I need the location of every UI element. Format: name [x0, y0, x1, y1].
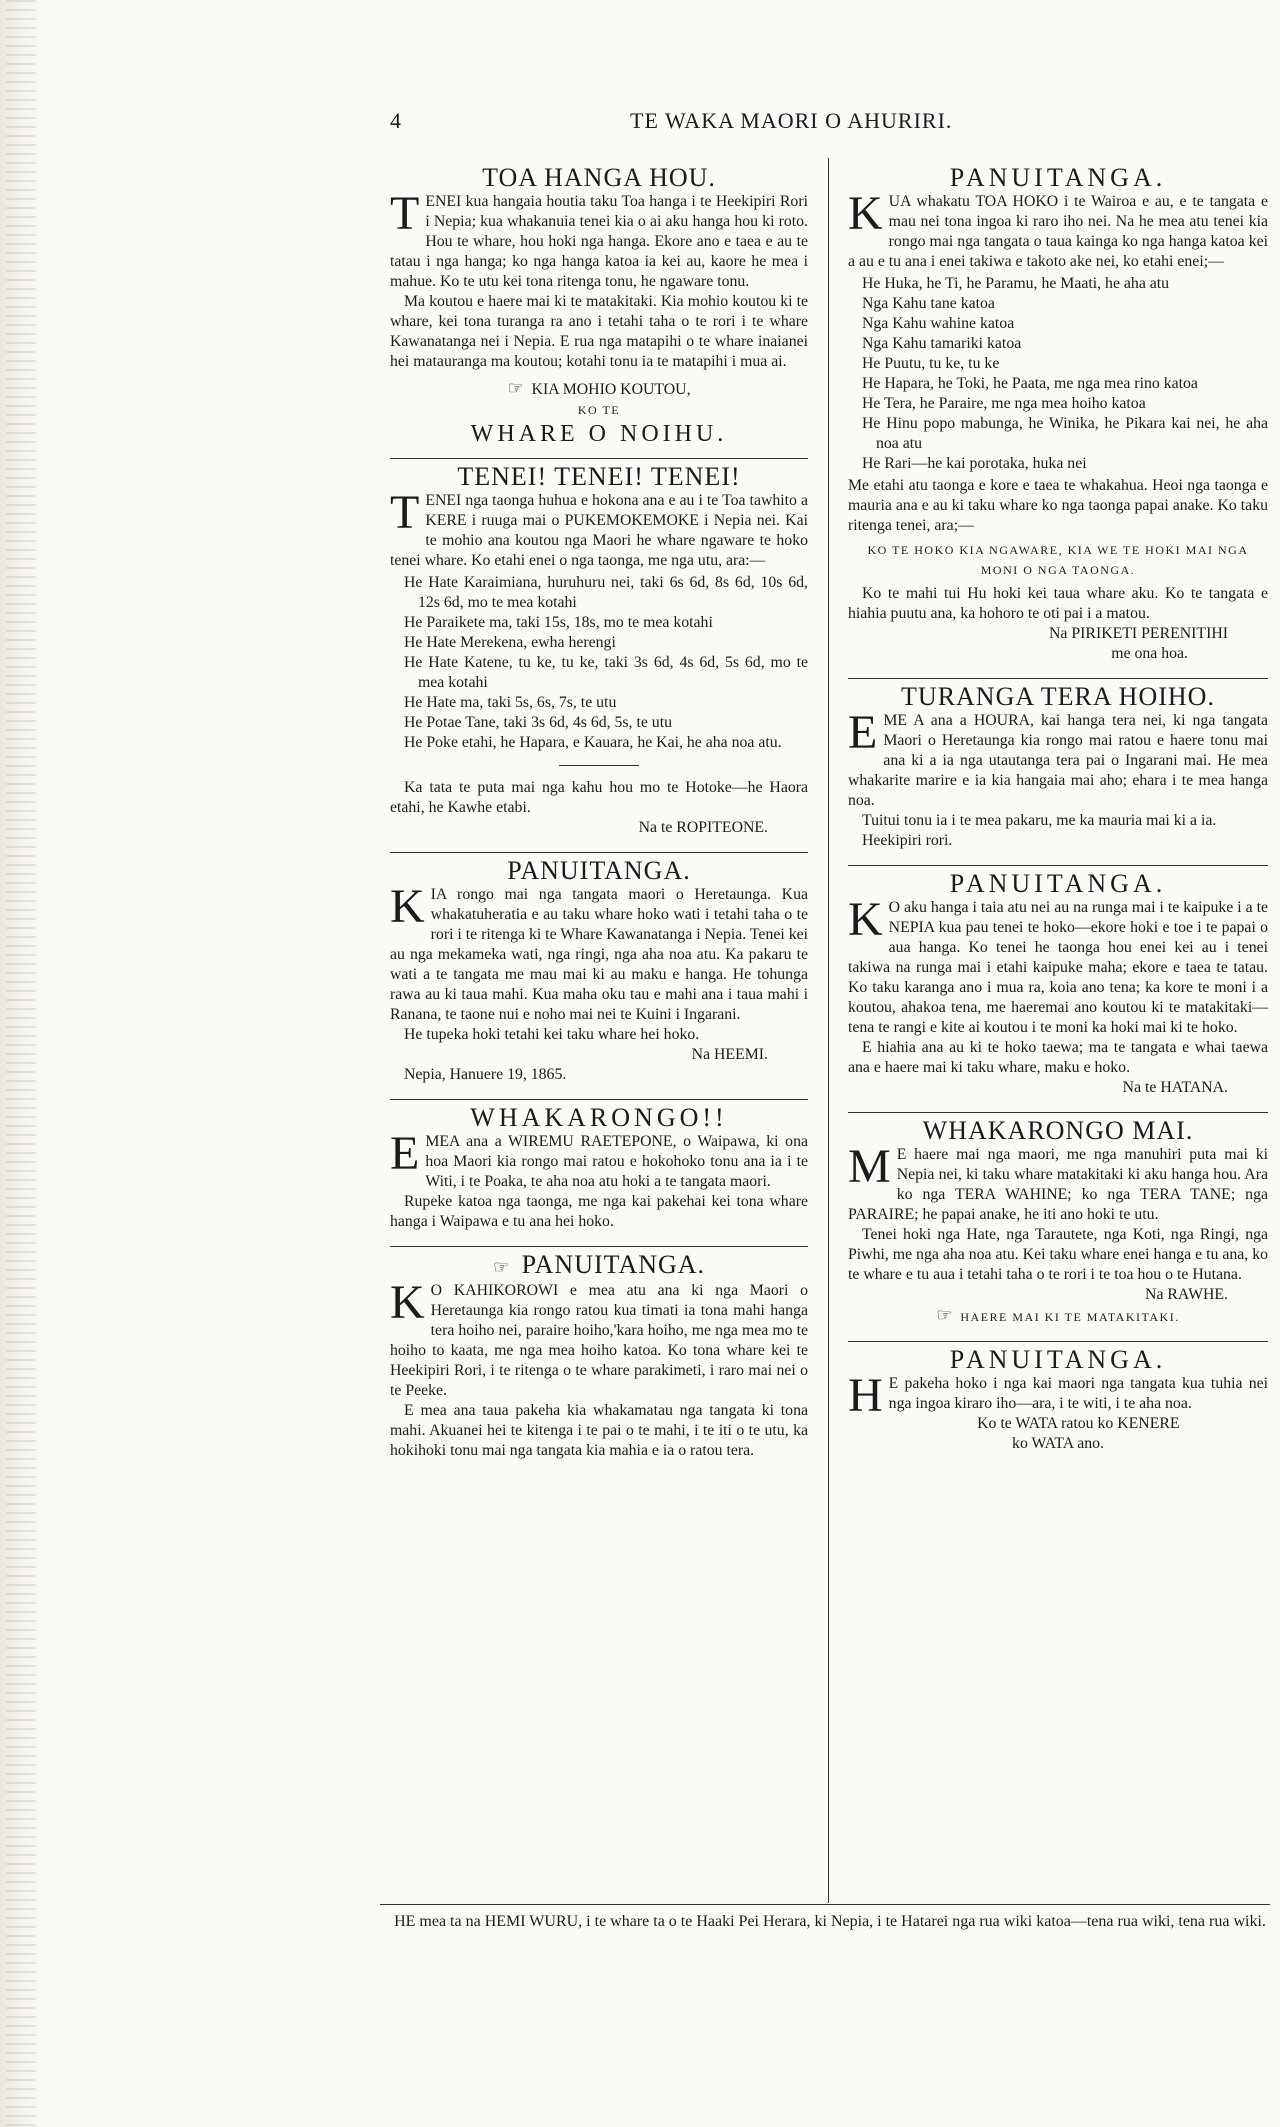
section-rule [848, 1341, 1268, 1342]
notice-text: HAERE MAI KI TE MATAKITAKI. [960, 1310, 1180, 1324]
left-column [390, 160, 808, 1461]
drop-cap: E [390, 1127, 420, 1180]
advert-toa-hanga-hou [390, 163, 808, 447]
price-list [390, 573, 808, 753]
signature: Na PIRIKETI PERENITIHI [1049, 625, 1228, 642]
advert-paragraph: E hiahia ana au ki te hoko taewa; ma te tangata e whai taewa ana e haere mai ki taku whare, maku e hoko. [848, 1039, 1268, 1076]
page-header [380, 108, 1270, 148]
advert-whakarongo [390, 1103, 808, 1232]
advert-tenei [390, 462, 808, 838]
drop-cap: K [848, 187, 883, 240]
advert-title: PANUITANGA. [949, 163, 1167, 192]
advert-paragraph: Ma koutou e haere mai ki te matakitaki. Kia mohio koutou ki te whare, kei tona turanga ra ano i tetahi taha o te rori i te whare Kawanatanga nei i Nepia. E rua nga matapihi o te whare inaianei hei matauranga ma koutou; kotahi tonu ia te matapihi i mua ai. [390, 293, 808, 370]
column-divider [828, 158, 829, 1903]
advert-panuitanga-1 [390, 856, 808, 1085]
advert-turanga-tera [848, 682, 1268, 851]
advert-paragraph: Tuitui tonu ia i te mea pakaru, me ka mauria mai ki a ia. [862, 812, 1217, 829]
advert-paragraph: ME A ana a HOURA, kai hanga tera nei, ki nga tangata Maori o Heretaunga kia rongo mai ratou e haere tonu mai ana ki a ia nga utautanga tera pai o Ingarani mai. He mea whakarite marire e ia kia hangaia mai aho; ehara i te mea hanga noa. [848, 712, 1268, 809]
advert-paragraph: Me etahi atu taonga e kore e taea te whakahua. Heoi nga taonga e mauria ana e au ki taku whare ko nga taonga papai anake. Ko taku ritenga tenei, ara;— [848, 477, 1268, 534]
signature: Na te ROPITEONE. [638, 819, 768, 836]
advert-panuitanga-5 [848, 1345, 1268, 1454]
advert-paragraph: E haere mai nga maori, me nga manuhiri puta mai ki Nepia nei, ki taku whare matakitaki ki aku hanga hou. Ara ko nga TERA WAHINE; ko nga TERA TANE; nga PARAIRE; he papai anake, he iti ano hoki te utu. [848, 1146, 1268, 1223]
advert-title-line [390, 1250, 808, 1279]
pointing-hand-icon: ☞ [492, 1257, 511, 1277]
pointing-hand-icon: ☞ [936, 1305, 953, 1325]
list-item: He Hate Karaimiana, huruhuru nei, taki 6s 6d, 8s 6d, 10s 6d, 12s 6d, mo te mea kotahi [404, 574, 808, 611]
notice-text: KIA MOHIO KOUTOU, [531, 381, 691, 398]
drop-cap: K [390, 880, 425, 933]
advert-title: PANUITANGA. [507, 856, 691, 885]
list-item: Nga Kahu tane katoa [862, 295, 995, 312]
advert-title: PANUITANGA. [949, 1345, 1167, 1374]
advert-title: PANUITANGA. [949, 869, 1167, 898]
whare-title: WHARE O NOIHU. [470, 421, 728, 447]
right-column [848, 160, 1268, 1454]
list-item: He Hate Merekena, ewha herengi [404, 634, 616, 651]
signature: Na RAWHE. [1145, 1286, 1228, 1303]
advert-panuitanga-4 [848, 869, 1268, 1098]
advert-title: PANUITANGA. [521, 1250, 706, 1279]
drop-cap: T [390, 486, 420, 539]
list-item: He Hate ma, taki 5s, 6s, 7s, te utu [404, 694, 617, 711]
advert-title: TENEI! TENEI! TENEI! [457, 462, 741, 491]
list-item: He Tera, he Paraire, me nga mea hoiho katoa [862, 395, 1146, 412]
signature: Heekipiri rori. [862, 832, 953, 849]
pointing-hand-icon: ☞ [507, 378, 524, 398]
section-rule [848, 865, 1268, 866]
advert-title: TOA HANGA HOU. [482, 163, 716, 192]
advert-paragraph: E pakeha hoko i nga kai maori nga tangata kua tuhia nei nga ingoa kiraro iho—ara, i te witi, i te aha noa. [888, 1375, 1268, 1412]
advert-whakarongo-mai [848, 1116, 1268, 1327]
section-rule [390, 852, 808, 853]
list-item: He Poke etahi, he Hapara, e Kauara, he Kai, he aha noa atu. [404, 734, 782, 751]
short-rule [559, 765, 639, 766]
drop-cap: H [848, 1369, 883, 1422]
drop-cap: M [848, 1140, 891, 1193]
signature-sub: me ona hoa. [1111, 645, 1188, 662]
advert-paragraph: Ko te mahi tui Hu hoki kei taua whare aku. Ko te tangata e hiahia puutu ana, ka hohoro te oti pai i a matou. [848, 585, 1268, 622]
advert-panuitanga-2 [390, 1250, 808, 1461]
signature: Na te HATANA. [1122, 1079, 1228, 1096]
advert-paragraph: ENEI nga taonga huhua e hokona ana e au i te Toa tawhito a KERE i ruuga mai o PUKEMOKEMOKE i Nepia nei. Kai te mohio ana koutou nga Maori he whare ngaware te hoko tenei whare. Ko etahi enei o nga taonga, me nga utu, ara:— [390, 492, 808, 569]
list-item: He Rari—he kai porotaka, huka nei [862, 455, 1087, 472]
footer-rule [380, 1904, 1270, 1905]
notice-line [390, 378, 808, 400]
signature-sub: ko WATA ano. [1012, 1435, 1104, 1452]
signature: Na HEEMI. [691, 1046, 768, 1063]
list-item: He Puutu, tu ke, tu ke [862, 355, 1000, 372]
drop-cap: K [390, 1276, 425, 1329]
list-item: He Hinu popo mabunga, he Winika, he Pikara kai nei, he aha noa atu [862, 415, 1268, 452]
section-rule [390, 1246, 808, 1247]
section-rule [848, 1112, 1268, 1113]
section-rule [848, 678, 1268, 679]
list-item: He Paraikete ma, taki 15s, 18s, mo te mea kotahi [404, 614, 713, 631]
list-item: He Hate Katene, tu ke, tu ke, taki 3s 6d, 4s 6d, 5s 6d, mo te mea kotahi [404, 654, 808, 691]
advert-date: Nepia, Hanuere 19, 1865. [404, 1066, 567, 1083]
notice-sub: KO TE [577, 403, 621, 417]
section-rule [390, 458, 808, 459]
advert-paragraph: ENEI kua hangaia houtia taku Toa hanga i te Heekipiri Rori i Nepia; kua whakanuia tenei kia o ai aku hanga hou ki roto. Hou te whare, hou hoki nga hanga. Ekore ano e taea e au te tatau i nga hanga; ko nga hanga katoa ia kei au, kaore he mea i mahue. Ko te utu kei tona ritenga tonu, he ngaware tonu. [390, 193, 808, 290]
advert-paragraph: He tupeka hoki tetahi kei taku whare hei hoko. [404, 1026, 700, 1043]
list-item: He Potae Tane, taki 3s 6d, 4s 6d, 5s, te utu [404, 714, 672, 731]
masthead: TE WAKA MAORI O AHURIRI. [630, 108, 953, 133]
advert-paragraph: MEA ana a WIREMU RAETEPONE, o Waipawa, ki ona hoa Maori kia rongo mai ratou e hokohoko tonu ana ia i te Witi, i te Poaka, te aha noa atu hoki a te tangata maori. [425, 1133, 808, 1190]
drop-cap: K [848, 893, 883, 946]
drop-cap: T [390, 187, 420, 240]
advert-paragraph: Tenei hoki nga Hate, nga Tarautete, nga Koti, nga Ringi, nga Piwhi, me nga aha noa atu. Kei taku whare enei hanga e tu ana, ko te whare e tu aua i tetahi taha o te rori i te toa hou o te Hutana. [848, 1226, 1268, 1283]
notice-text: KO TE HOKO KIA NGAWARE, KIA WE TE HOKI MAI NGA MONI O NGA TAONGA. [867, 543, 1249, 577]
advert-paragraph: O aku hanga i taia atu nei au na runga mai i te kaipuke i a te NEPIA kua pau tenei te hoko—ekore hoki e toe i te papai o aua hanga. Ko tenei he taonga hou enei kei au i tenei takiwa na runga mai i etahi kaipuke maha; ekore e taea te tatau. Ko taku karanga ano i mua ra, koia ano tena; ka kore te moni i a koutou, ahakoa tena, me haeremai ano koutou ki te matakitaki—tena te rangi e kite ai koutou i te moni ka hoki mai ki te hoko. [848, 899, 1268, 1036]
imprint: HE mea ta na HEMI WURU, i te whare ta o te Haaki Pei Herara, ki Nepia, i te Hatarei nga rua wiki katoa—tena rua wiki, tena rua wiki. [394, 1913, 1266, 1930]
advert-paragraph: E mea ana taua pakeha kia whakamatau nga tangata ki tona mahi. Akuanei hei te kitenga i te pai o te mahi, i te iti o te utu, ka hokihoki tonu mai nga tangata kia mahia e ia o ratou tera. [390, 1402, 808, 1459]
list-item: Nga Kahu tamariki katoa [862, 335, 1022, 352]
list-item: He Huka, he Ti, he Paramu, he Maati, he aha atu [862, 275, 1170, 292]
page-number: 4 [390, 108, 401, 133]
notice-line [848, 1305, 1268, 1327]
advert-paragraph: IA rongo mai nga tangata maori o Heretaunga. Kua whakatuheratia e au taku whare hoko wati i tetahi taha o te rori i te ritenga ki te Whare Kawanatanga i Nepia. Tenei kei au nga mekameka wati, nga ringi, nga aha noa atu. Ka pakaru te wati a te tangata me mau mai ki au maku e hanga. He tohunga rawa au ki taua mahi. Kua maha oku tau e mahi ana i taua mahi i Ranana, te taone nui e noho mai nei te Kuini i Ingarani. [390, 886, 808, 1023]
advert-paragraph: O KAHIKOROWI e mea atu ana ki nga Maori o Heretaunga kia rongo ratou kua timati ia tona mahi hanga tera hoiho nei, paraire hoiho,'kara hoiho, me nga mea mo te hoiho to kaata, me nga mea hoiho katoa. Ko tona whare kei te Heekipiri Rori, i te ritenga o te whare parakimeti, i raro mai nei o te Peeke. [390, 1282, 808, 1399]
page-edge-texture [6, 0, 36, 2127]
drop-cap: E [848, 706, 878, 759]
advert-paragraph: Ka tata te puta mai nga kahu hou mo te Hotoke—he Haora etahi, he Kawhe etabi. [390, 779, 808, 816]
advert-title: WHAKARONGO!! [470, 1103, 728, 1132]
signature: Ko te WATA ratou ko KENERE [977, 1415, 1180, 1432]
advert-paragraph: UA whakatu TOA HOKO i te Wairoa e au, e te tangata e mau nei tona ingoa ki raro iho nei. Na he mea atu tenei kia rongo mai nga tangata o taua kainga ko nga hanga katoa kei a au e tu ana i enei takiwa e takoto ake nei, ko etahi enei;— [848, 193, 1268, 270]
page-edge [0, 0, 42, 2127]
list-item: Nga Kahu wahine katoa [862, 315, 1015, 332]
list-item: He Hapara, he Toki, he Paata, me nga mea rino katoa [862, 375, 1198, 392]
advert-title: WHAKARONGO MAI. [922, 1116, 1194, 1145]
advert-paragraph: Rupeke katoa nga taonga, me nga kai pakehai kei tona whare hanga i Waipawa e tu ana hei hoko. [390, 1193, 808, 1230]
advert-title: TURANGA TERA HOIHO. [901, 682, 1215, 711]
advert-panuitanga-3 [848, 163, 1268, 664]
goods-list [848, 274, 1268, 474]
section-rule [390, 1099, 808, 1100]
